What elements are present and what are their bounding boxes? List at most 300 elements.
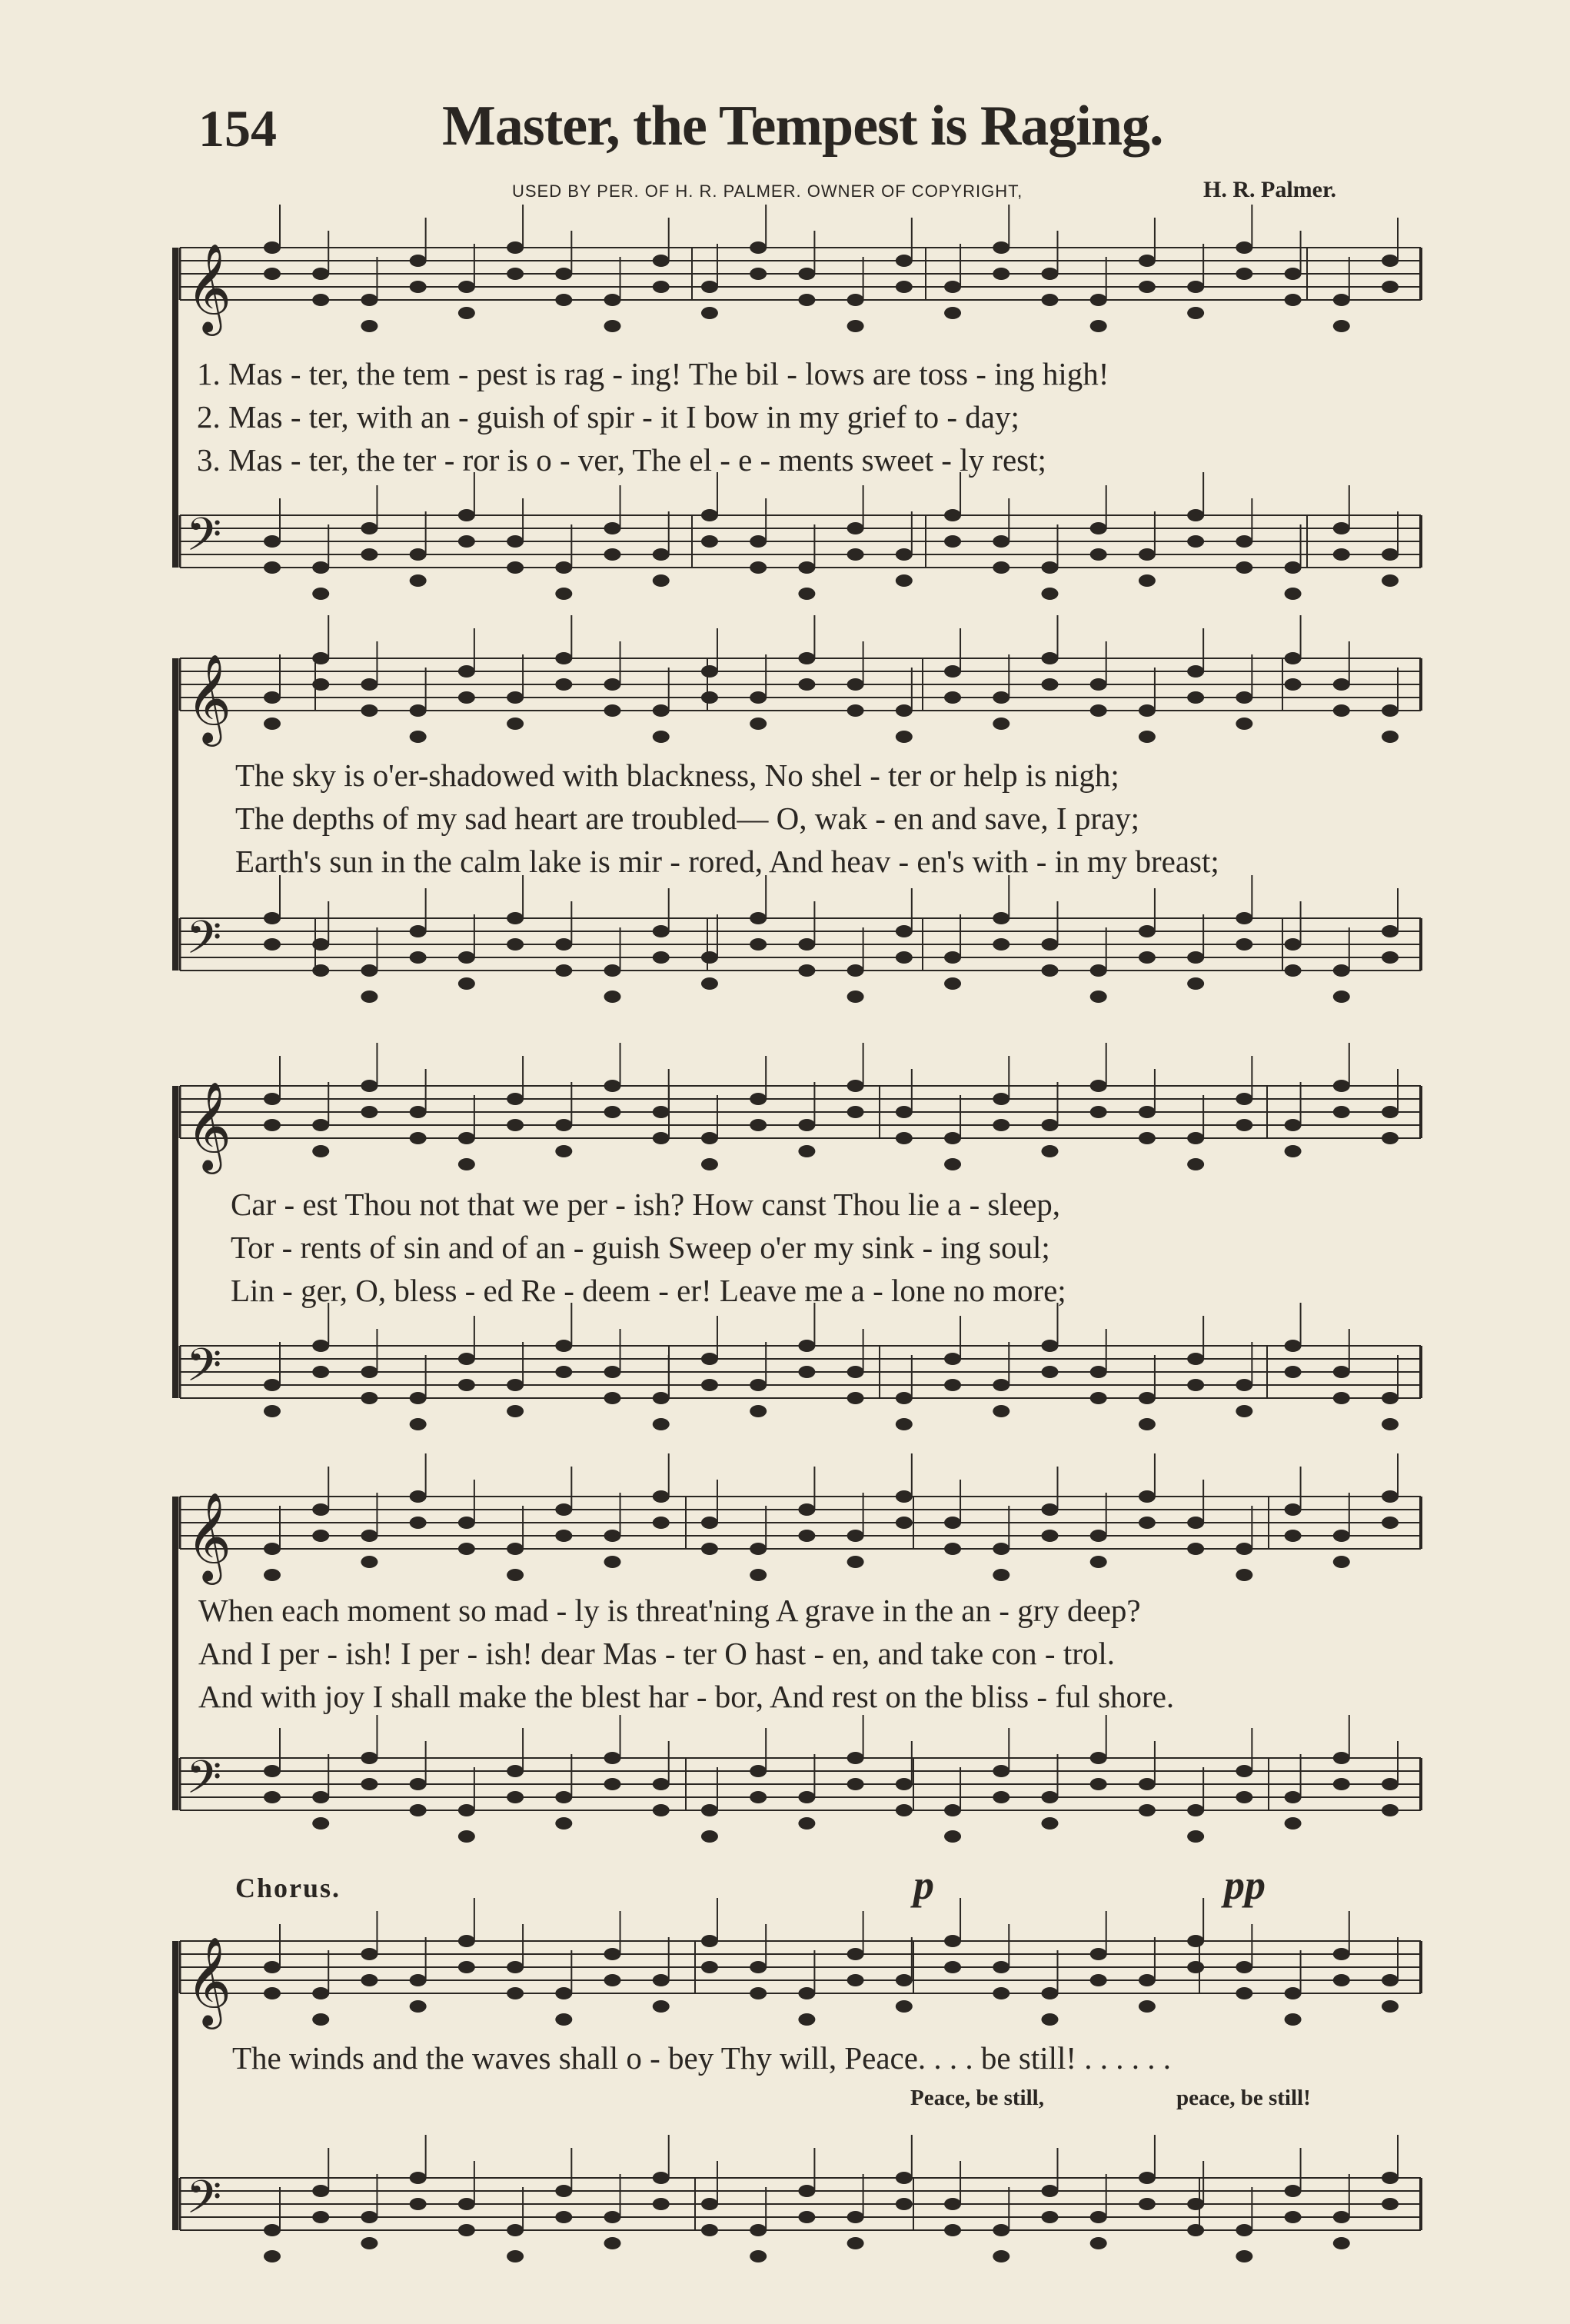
note-head [701,691,718,704]
note-head [653,1490,670,1503]
note-head [1236,1765,1252,1777]
note-head [750,1405,767,1417]
note-head [458,1961,475,1973]
note-head [361,1948,378,1960]
note-head [653,1418,670,1430]
note-head [604,1778,621,1790]
system-brace [172,248,178,568]
note-head [264,1791,281,1803]
note-head [1382,1490,1399,1503]
note-head [896,1490,913,1503]
note-head [944,665,961,678]
note-head [1139,281,1156,293]
note-head [1090,1080,1107,1092]
note-head [750,1961,767,1973]
note-head [1285,1530,1302,1542]
note-head [1285,2013,1302,2026]
note-head [798,1340,815,1352]
note-head [798,652,815,664]
note-head [1187,1804,1204,1816]
note-head [798,678,815,691]
note-head [264,2250,281,2262]
note-head [798,1145,815,1157]
note-head [555,2211,572,2223]
note-head [798,2013,815,2026]
note-head [993,268,1010,280]
note-head [944,1935,961,1947]
note-head [896,2000,913,2013]
note-head [847,548,864,561]
note-head [410,2198,427,2210]
note-head [361,991,378,1003]
note-head [1090,1948,1107,1960]
note-head [653,1392,670,1404]
note-head [944,281,961,293]
note-head [604,320,621,332]
note-head [1236,1961,1252,1973]
note-head [798,1791,815,1803]
note-head [410,281,427,293]
note-head [507,1405,524,1417]
note-head [1187,951,1204,964]
chorus-answer-2: peace, be still! [1176,2086,1311,2110]
note-head [993,1569,1010,1581]
note-head [410,1490,427,1503]
note-head [312,2013,329,2026]
verse-2-line-4: And I per - ish! I per - ish! dear Mas - ter O hast - en, and take con - trol. [198,1636,1116,1671]
note-head [604,704,621,717]
note-head [1090,548,1107,561]
note-head [1139,2198,1156,2210]
note-head [847,522,864,534]
note-head [604,1392,621,1404]
note-head [1382,2172,1399,2184]
note-head [1187,977,1204,990]
note-head [798,1817,815,1830]
note-head [507,912,524,924]
note-head [653,731,670,743]
note-head [1041,2185,1058,2197]
note-head [507,1765,524,1777]
note-head [507,1543,524,1555]
note-head [1139,1392,1156,1404]
note-head [1382,704,1399,717]
note-head [312,588,329,600]
verse-2-line-3: Tor - rents of sin and of an - guish Sweep o'er my sink - ing soul; [231,1230,1050,1265]
note-head [798,1366,815,1378]
note-head [653,2172,670,2184]
note-head [264,691,281,704]
note-head [1139,1804,1156,1816]
note-head [750,718,767,730]
note-head [701,1961,718,1973]
note-head [507,1119,524,1131]
note-head [896,281,913,293]
note-head [1285,1145,1302,1157]
system-brace [172,658,178,971]
note-head [653,1132,670,1144]
note-head [458,1543,475,1555]
note-head [1333,1106,1350,1118]
note-head [1382,2000,1399,2013]
note-head [507,2224,524,2236]
note-head [361,1366,378,1378]
note-head [1090,522,1107,534]
bass-clef-icon: 𝄢 [186,1750,222,1815]
note-head [1139,951,1156,964]
note-head [1139,548,1156,561]
note-head [701,977,718,990]
note-head [1090,2211,1107,2223]
note-head [555,1791,572,1803]
note-head [1236,1569,1252,1581]
note-head [410,2000,427,2013]
note-head [1236,535,1252,548]
note-head [1236,1119,1252,1131]
note-head [653,1974,670,1986]
system-brace [172,1497,178,1810]
note-head [1333,1366,1350,1378]
note-head [410,1106,427,1118]
note-head [1090,991,1107,1003]
note-head [361,2211,378,2223]
treble-clef-icon: 𝄞 [186,242,232,332]
note-head [555,2185,572,2197]
note-head [1041,588,1058,600]
note-head [555,1530,572,1542]
note-head [507,718,524,730]
note-head [264,938,281,951]
note-head [847,1106,864,1118]
bass-clef-icon: 𝄢 [186,1338,222,1403]
note-head [993,2224,1010,2236]
verse-1-line-3: Car - est Thou not that we per - ish? How canst Thou lie a - sleep, [231,1187,1061,1222]
note-head [458,1132,475,1144]
bass-clef-icon: 𝄢 [186,508,222,572]
note-head [993,1765,1010,1777]
note-head [1090,1392,1107,1404]
note-head [1333,964,1350,977]
note-head [1187,1158,1204,1170]
note-head [1090,320,1107,332]
note-head [798,1119,815,1131]
note-head [458,665,475,678]
note-head [847,2237,864,2249]
note-head [264,1543,281,1555]
note-head [896,574,913,587]
note-head [312,2211,329,2223]
treble-clef-icon: 𝄞 [186,653,232,743]
note-head [1041,1119,1058,1131]
bass-clef-icon: 𝄢 [186,2170,222,2235]
verse-1-line-2: The sky is o'er-shadowed with blackness, No shel - ter or help is nigh; [235,757,1119,793]
note-head [312,561,329,574]
note-head [750,1379,767,1391]
note-head [896,548,913,561]
note-head [1333,991,1350,1003]
note-head [653,2000,670,2013]
note-head [1187,1543,1204,1555]
note-head [993,938,1010,951]
note-head [993,912,1010,924]
note-head [1333,1556,1350,1568]
note-head [312,964,329,977]
note-head [1090,2237,1107,2249]
note-head [653,1778,670,1790]
note-head [507,268,524,280]
note-head [604,548,621,561]
note-head [361,1556,378,1568]
note-head [993,718,1010,730]
note-head [1285,1340,1302,1352]
note-head [1090,964,1107,977]
note-head [507,1961,524,1973]
chorus-lyric: The winds and the waves shall o - bey Thy will, Peace. . . . be still! . . . . . . [232,2040,1172,2076]
note-head [361,548,378,561]
note-head [1139,731,1156,743]
note-head [1285,1791,1302,1803]
note-head [458,281,475,293]
note-head [410,2172,427,2184]
note-head [410,925,427,937]
note-head [1187,1353,1204,1365]
note-head [847,1392,864,1404]
note-head [750,2250,767,2262]
note-head [847,2211,864,2223]
note-head [458,1353,475,1365]
hymn-title: Master, the Tempest is Raging. [442,95,1163,158]
note-head [847,1366,864,1378]
note-head [507,535,524,548]
note-head [507,1987,524,1999]
note-head [798,588,815,600]
note-head [1041,294,1058,306]
note-head [361,1106,378,1118]
note-head [1236,1987,1252,1999]
note-head [993,2250,1010,2262]
note-head [458,1804,475,1816]
note-head [1090,678,1107,691]
note-head [701,951,718,964]
note-head [993,1405,1010,1417]
note-head [1041,652,1058,664]
note-head [1285,561,1302,574]
note-head [1090,1974,1107,1986]
note-head [1285,652,1302,664]
note-head [361,704,378,717]
note-head [1187,691,1204,704]
note-head [944,1353,961,1365]
note-head [507,1569,524,1581]
note-head [507,561,524,574]
note-head [1382,255,1399,267]
verse-3-line-3: Lin - ger, O, bless - ed Re - deem - er! Leave me a - lone no more; [231,1273,1066,1308]
note-head [312,1340,329,1352]
note-head [1382,281,1399,293]
note-head [993,535,1010,548]
note-head [1285,964,1302,977]
note-head [312,1119,329,1131]
note-head [896,1804,913,1816]
note-head [410,951,427,964]
note-head [312,1503,329,1516]
note-head [750,1543,767,1555]
note-head [555,678,572,691]
note-head [1236,718,1252,730]
note-head [750,241,767,254]
note-head [555,1366,572,1378]
note-head [1139,704,1156,717]
note-head [701,1158,718,1170]
note-head [1382,925,1399,937]
note-head [798,2185,815,2197]
note-head [944,951,961,964]
treble-clef-icon: 𝄞 [186,1936,232,2026]
note-head [1382,1132,1399,1144]
note-head [361,1974,378,1986]
note-head [410,731,427,743]
verse-3-line-2: Earth's sun in the calm lake is mir - rored, And heav - en's with - in my breast; [235,844,1219,879]
note-head [1187,665,1204,678]
note-head [993,561,1010,574]
note-head [458,977,475,990]
note-head [1187,2198,1204,2210]
note-head [701,1132,718,1144]
note-head [312,1791,329,1803]
note-head [1041,2211,1058,2223]
note-head [896,1132,913,1144]
note-head [361,294,378,306]
note-head [944,1830,961,1843]
note-head [1333,1392,1350,1404]
note-head [1139,1418,1156,1430]
composer: H. R. Palmer. [1203,177,1337,202]
note-head [750,561,767,574]
note-head [1041,1791,1058,1803]
hymn-number: 154 [198,99,277,158]
note-head [1187,535,1204,548]
note-head [1382,2198,1399,2210]
note-head [701,1830,718,1843]
note-head [507,691,524,704]
note-head [555,1119,572,1131]
dynamic-piano: p [913,1862,934,1908]
bass-clef-icon: 𝄢 [186,911,222,975]
note-head [361,964,378,977]
note-head [264,561,281,574]
note-head [750,691,767,704]
note-head [1285,1817,1302,1830]
note-head [701,1543,718,1555]
note-head [1236,912,1252,924]
note-head [1041,561,1058,574]
note-head [507,1379,524,1391]
note-head [312,652,329,664]
note-head [507,938,524,951]
note-head [1285,1503,1302,1516]
note-head [798,938,815,951]
note-head [264,268,281,280]
note-head [264,1961,281,1973]
note-head [701,1804,718,1816]
note-head [604,1974,621,1986]
note-head [312,938,329,951]
note-head [1285,678,1302,691]
verse-1-line-4: When each moment so mad - ly is threat'ning A grave in the an - gry deep? [198,1593,1141,1628]
note-head [1236,1791,1252,1803]
note-head [798,294,815,306]
note-head [896,1418,913,1430]
note-head [750,912,767,924]
note-head [944,977,961,990]
note-head [653,1517,670,1529]
note-head [312,2185,329,2197]
note-head [361,1778,378,1790]
note-head [1333,1778,1350,1790]
note-head [312,268,329,280]
note-head [1041,1340,1058,1352]
note-head [264,1379,281,1391]
note-head [701,1517,718,1529]
note-head [604,964,621,977]
note-head [410,1974,427,1986]
note-head [264,1405,281,1417]
note-head [458,1830,475,1843]
note-head [458,2224,475,2236]
note-head [653,2198,670,2210]
note-head [896,1974,913,1986]
note-head [798,561,815,574]
note-head [361,522,378,534]
note-head [847,1530,864,1542]
note-head [604,1948,621,1960]
note-head [1041,964,1058,977]
verse-2-line-1: 2. Mas - ter, with an - guish of spir - it I bow in my grief to - day; [197,399,1020,435]
note-head [896,2172,913,2184]
note-head [944,509,961,521]
note-head [555,268,572,280]
note-head [1382,951,1399,964]
note-head [993,1961,1010,1973]
note-head [264,718,281,730]
note-head [798,1530,815,1542]
note-head [847,704,864,717]
note-head [896,951,913,964]
note-head [507,2250,524,2262]
note-head [1041,1530,1058,1542]
note-head [507,1093,524,1105]
note-head [361,1752,378,1764]
note-head [701,2198,718,2210]
note-head [264,1093,281,1105]
note-head [1285,938,1302,951]
note-head [1236,691,1252,704]
note-head [1041,938,1058,951]
note-head [458,307,475,319]
note-head [410,1778,427,1790]
note-head [312,1366,329,1378]
note-head [264,1987,281,1999]
note-head [1333,704,1350,717]
note-head [701,307,718,319]
note-head [604,1106,621,1118]
note-head [944,1517,961,1529]
note-head [896,704,913,717]
note-head [555,652,572,664]
note-head [1041,678,1058,691]
note-head [1236,1405,1252,1417]
system-brace [172,1941,178,2230]
